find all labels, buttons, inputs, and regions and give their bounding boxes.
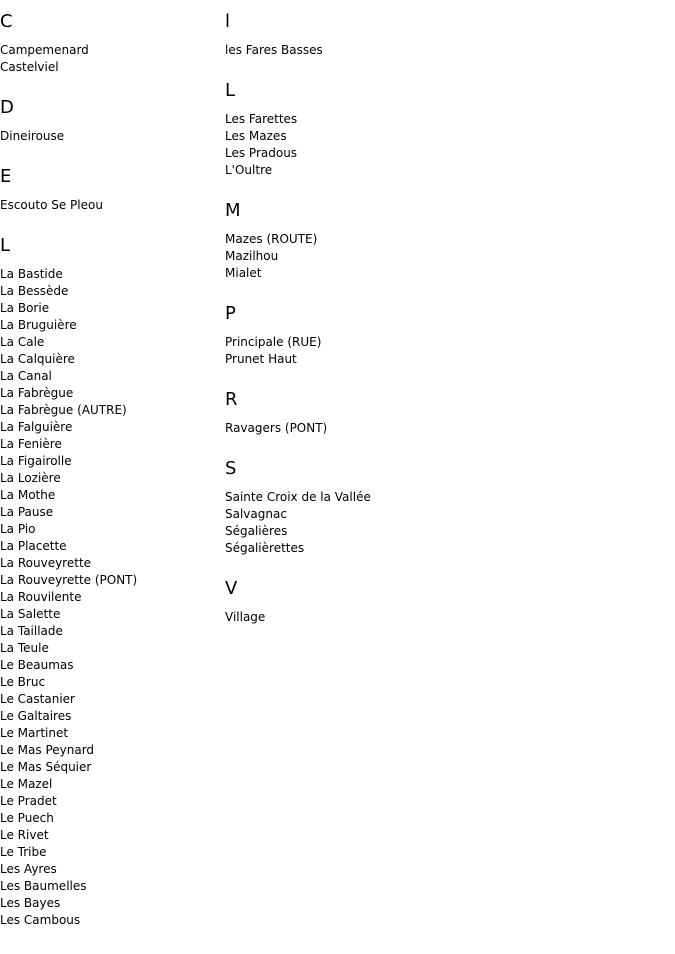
place-entry[interactable]: Ségalières bbox=[225, 524, 288, 538]
place-entry[interactable]: La Rouvilente bbox=[0, 590, 82, 604]
place-entry[interactable]: Dineirouse bbox=[0, 129, 65, 143]
entry-list bbox=[225, 609, 665, 626]
place-entry[interactable]: La Mothe bbox=[0, 488, 56, 502]
place-entry[interactable]: La Falguière bbox=[0, 420, 73, 434]
place-entry[interactable]: La Teule bbox=[0, 641, 49, 655]
place-entry[interactable]: Le Rivet bbox=[0, 828, 49, 842]
place-entry[interactable]: La Pause bbox=[0, 505, 54, 519]
place-entry[interactable]: La Fabrègue bbox=[0, 386, 74, 400]
entry-list bbox=[225, 420, 665, 437]
place-entry[interactable]: Ségalièrettes bbox=[225, 541, 305, 555]
place-entry[interactable]: Le Castanier bbox=[0, 692, 75, 706]
place-entry[interactable]: Le Bruc bbox=[0, 675, 46, 689]
place-entry[interactable]: La Fenière bbox=[0, 437, 62, 451]
place-entry[interactable]: La Borie bbox=[0, 301, 50, 315]
entry-list bbox=[0, 197, 220, 214]
place-entry[interactable]: Escouto Se Pleou bbox=[0, 198, 103, 212]
place-entry[interactable]: La Pio bbox=[0, 522, 36, 536]
entry-list bbox=[0, 42, 220, 76]
entry-list bbox=[225, 489, 665, 557]
place-entry[interactable]: Les Farettes bbox=[225, 112, 298, 126]
place-entry[interactable]: Prunet Haut bbox=[225, 352, 297, 366]
place-entry[interactable]: Castelviel bbox=[0, 60, 59, 74]
place-entry[interactable]: L'Oultre bbox=[225, 163, 273, 177]
letter-heading: L bbox=[225, 80, 236, 101]
letter-group bbox=[0, 166, 220, 214]
place-entry[interactable]: La Rouveyrette bbox=[0, 556, 92, 570]
place-entry[interactable]: Le Tribe bbox=[0, 845, 47, 859]
place-entry[interactable]: Le Puech bbox=[0, 811, 54, 825]
place-entry[interactable]: les Fares Basses bbox=[225, 43, 323, 57]
letter-group bbox=[225, 578, 665, 626]
place-entry[interactable]: Principale (RUE) bbox=[225, 335, 322, 349]
place-entry[interactable]: Les Ayres bbox=[0, 862, 57, 876]
entry-list bbox=[225, 231, 665, 282]
place-entry[interactable]: La Fabrègue (AUTRE) bbox=[0, 403, 127, 417]
place-entry[interactable]: Les Mazes bbox=[225, 129, 287, 143]
place-entry[interactable]: Le Beaumas bbox=[0, 658, 74, 672]
place-entry[interactable]: Le Martinet bbox=[0, 726, 69, 740]
place-entry[interactable]: La Bruguière bbox=[0, 318, 77, 332]
letter-group bbox=[0, 235, 220, 929]
place-entry[interactable]: Le Mas Peynard bbox=[0, 743, 95, 757]
place-entry[interactable]: La Calquière bbox=[0, 352, 75, 366]
index-column-left bbox=[0, 0, 220, 929]
place-entry[interactable]: Les Bayes bbox=[0, 896, 61, 910]
place-entry[interactable]: Les Baumelles bbox=[0, 879, 87, 893]
place-entry[interactable]: La Placette bbox=[0, 539, 67, 553]
letter-group bbox=[225, 389, 665, 437]
letter-heading: l bbox=[225, 11, 231, 32]
place-entry[interactable]: Mialet bbox=[225, 266, 262, 280]
index-column-right bbox=[225, 0, 665, 626]
entry-list bbox=[0, 266, 220, 929]
letter-heading: P bbox=[225, 303, 236, 324]
letter-heading: R bbox=[225, 389, 238, 410]
place-entry[interactable]: Le Galtaires bbox=[0, 709, 72, 723]
place-entry[interactable]: Salvagnac bbox=[225, 507, 287, 521]
place-entry[interactable]: La Bessède bbox=[0, 284, 69, 298]
letter-group bbox=[225, 200, 665, 282]
entry-list bbox=[225, 111, 665, 179]
letter-heading: S bbox=[225, 458, 237, 479]
place-entry[interactable]: Mazilhou bbox=[225, 249, 279, 263]
place-entry[interactable]: Le Mas Séquier bbox=[0, 760, 92, 774]
letter-group bbox=[225, 303, 665, 368]
place-entry[interactable]: La Canal bbox=[0, 369, 52, 383]
letter-heading: L bbox=[0, 235, 11, 256]
letter-group bbox=[225, 80, 665, 179]
place-entry[interactable]: La Taillade bbox=[0, 624, 63, 638]
letter-group bbox=[0, 11, 220, 76]
letter-group bbox=[0, 97, 220, 145]
place-entry[interactable]: La Cale bbox=[0, 335, 45, 349]
place-entry[interactable]: Le Pradet bbox=[0, 794, 57, 808]
entry-list bbox=[225, 334, 665, 368]
letter-group bbox=[225, 11, 665, 59]
letter-heading: D bbox=[0, 97, 14, 118]
place-entry[interactable]: Le Mazel bbox=[0, 777, 53, 791]
place-entry[interactable]: Sainte Croix de la Vallée bbox=[225, 490, 371, 504]
letter-heading: M bbox=[225, 200, 241, 221]
place-entry[interactable]: Les Pradous bbox=[225, 146, 298, 160]
place-entry[interactable]: La Figairolle bbox=[0, 454, 72, 468]
place-entry[interactable]: La Bastide bbox=[0, 267, 63, 281]
place-entry[interactable]: La Salette bbox=[0, 607, 61, 621]
place-entry[interactable]: Les Cambous bbox=[0, 913, 81, 927]
letter-group bbox=[225, 458, 665, 557]
place-entry[interactable]: Village bbox=[225, 610, 266, 624]
place-entry[interactable]: Ravagers (PONT) bbox=[225, 421, 328, 435]
entry-list bbox=[225, 42, 665, 59]
place-entry[interactable]: Mazes (ROUTE) bbox=[225, 232, 318, 246]
letter-heading: V bbox=[225, 578, 238, 599]
place-entry[interactable]: Campemenard bbox=[0, 43, 89, 57]
place-entry[interactable]: La Rouveyrette (PONT) bbox=[0, 573, 138, 587]
letter-heading: C bbox=[0, 11, 13, 32]
place-entry[interactable]: La Lozière bbox=[0, 471, 61, 485]
entry-list bbox=[0, 128, 220, 145]
letter-heading: E bbox=[0, 166, 12, 187]
